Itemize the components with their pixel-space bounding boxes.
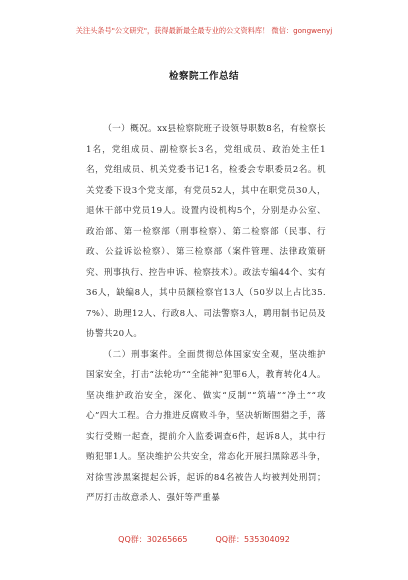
qq-group-1-label: QQ群：30265665	[118, 535, 188, 544]
promo-header-text: 关注头条号"公文研究"，获得最新最全最专业的公文资料库！ 微信：gongwenyj	[75, 26, 333, 35]
footer-qq-groups	[0, 534, 408, 545]
document-body	[86, 119, 326, 509]
qq-group-2-label: QQ群：535304092	[215, 535, 290, 544]
document-title: 检察院工作总结	[168, 71, 239, 82]
paragraph-criminal-cases: （二）刑事案件。全面贯彻总体国家安全观，坚决维护国家安全，打击“法轮功”“全能神”犯罪6人，教育转化4人。坚决维护政治安全，深化、做实“反制”“筑墙”“净土”“攻心”四大工程。合力推进反腐败斗争，坚决斩断围猎之手，落实行受贿一起查，提前介入监委调查6件，起诉8人，其中行贿犯罪1人。坚决维护公共安全，常态化开展扫黑除恶斗争，对徐雪涉黑案提起公诉，起诉的84名被告人均被判处刑罚；严厉打击故意杀人、强奸等严重暴	[86, 349, 326, 503]
paragraph-overview: （一）概况。xx县检察院班子设领导职数8名，有检察长1名，党组成员、副检察长3名，党组成员、政治处主任1名，党组成员、机关党委书记1名，检委会专职委员2名。机关党委下设3个党支部，有党员52人，其中在职党员30人，退休干部中党员19人。设置内设机构5个，分别是办公室、政治部、第一检察部（刑事检察）、第二检察部（民事、行政、公益诉讼检察）、第三检察部（案件管理、法律政策研究、刑事执行、控告申诉、检察技术）。政法专编44个、实有36人，缺编8人，其中员额检察官13人（50岁以上占比35.7%）、助理12人、行政8人、司法警察3人，聘用制书记员及协警共20人。	[86, 124, 326, 339]
